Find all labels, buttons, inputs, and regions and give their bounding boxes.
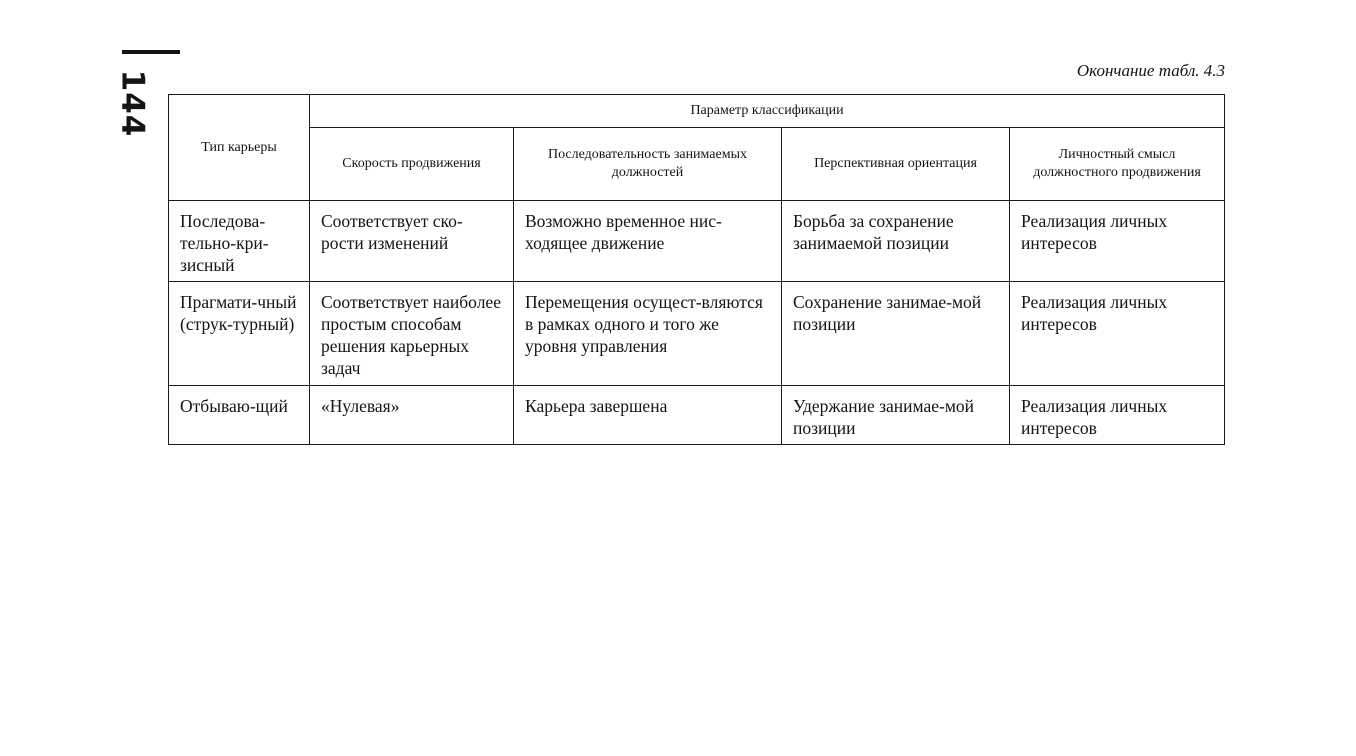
table-cell: Соответствует ско-рости изменений [310, 201, 514, 282]
row-career-type: Прагмати-чный (струк-турный) [169, 282, 310, 386]
table-cell: Возможно временное нис-ходящее движение [514, 201, 782, 282]
table-header-row-columns [169, 128, 1225, 201]
table-cell: Борьба за сохранение занимаемой позиции [782, 201, 1010, 282]
header-sequence: Последовательность занимаемых должностей [514, 128, 782, 201]
career-types-table [168, 94, 1225, 445]
table-cell: Удержание занимае-мой позиции [782, 386, 1010, 445]
table-row [169, 201, 1225, 282]
page-number-text: 144 [114, 69, 151, 137]
table-cell: Сохранение занимае-мой позиции [782, 282, 1010, 386]
row-career-type: Отбываю-щий [169, 386, 310, 445]
table-cell: Карьера завершена [514, 386, 782, 445]
table-cell: Реализация личных интересов [1010, 386, 1225, 445]
table-row [169, 282, 1225, 386]
table-cell: «Нулевая» [310, 386, 514, 445]
table-cell: Реализация личных интересов [1010, 282, 1225, 386]
table-cell: Соответствует наиболее простым способам решения карьерных задач [310, 282, 514, 386]
table-cell: Реализация личных интересов [1010, 201, 1225, 282]
header-career-type: Тип карьеры [169, 95, 310, 201]
table-row [169, 386, 1225, 445]
header-classification-parameter: Параметр классификации [310, 95, 1225, 128]
header-personal-meaning: Личностный смысл должностного продвижения [1010, 128, 1225, 201]
row-career-type: Последова-тельно-кри-зисный [169, 201, 310, 282]
table-caption: Окончание табл. 4.3 [1076, 61, 1225, 80]
header-perspective: Перспективная ориентация [782, 128, 1010, 201]
table-header-row-group [169, 95, 1225, 128]
page-header-rule [122, 50, 180, 54]
header-speed: Скорость продвижения [310, 128, 514, 201]
page-number [110, 64, 154, 142]
table-cell: Перемещения осущест-вляются в рамках одного и того же уровня управления [514, 282, 782, 386]
